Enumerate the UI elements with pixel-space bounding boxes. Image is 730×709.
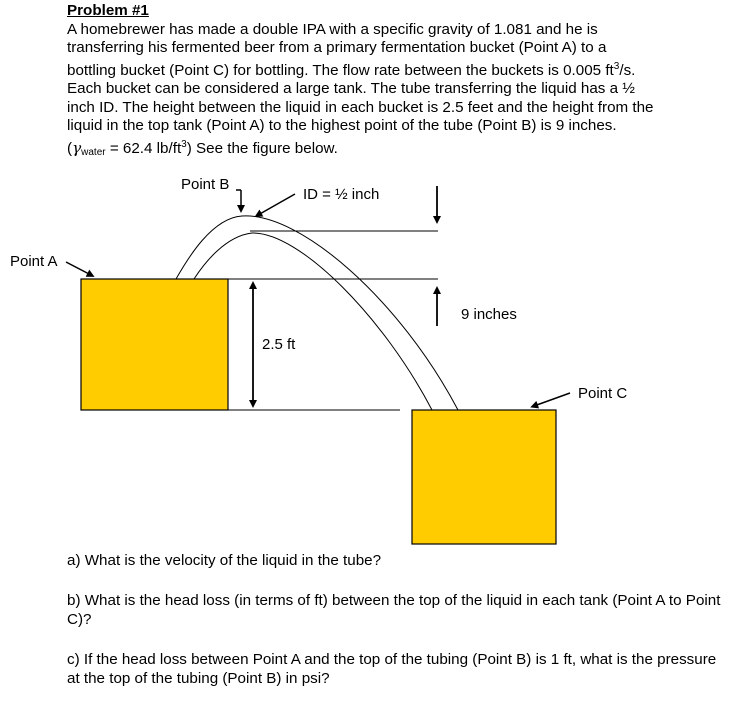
id-pointer [258, 194, 295, 215]
point-b-label: Point B [181, 176, 230, 193]
problem-line-3-text: bottling bucket (Point C) for bottling. The flow rate between the buckets is 0.005 ft [67, 61, 614, 79]
problem-line-5: inch ID. The height between the liquid in each bucket is 2.5 feet and the height from the [67, 98, 654, 116]
flow-unit-exponent: 3 [613, 60, 620, 72]
problem-title: Problem #1 [67, 2, 149, 19]
problem-line-4: Each bucket can be considered a large tank. The tube transferring the liquid has a ½ [67, 80, 635, 97]
tank-c [412, 410, 556, 544]
tube-inner-wall [194, 233, 432, 410]
gamma-value: = 62.4 lb/ft [105, 139, 182, 157]
point-c-label: Point C [578, 385, 628, 402]
problem-line-6: liquid in the top tank (Point A) to the highest point of the tube (Point B) is 9 inches. [67, 117, 617, 134]
flow-unit-tail: /s. [619, 61, 636, 79]
tank-a [81, 279, 228, 410]
gamma-open: ( [67, 139, 73, 157]
gamma-symbol: γ [72, 138, 82, 157]
question-a: a) What is the velocity of the liquid in the tube? [67, 552, 382, 569]
gamma-exponent: 3 [181, 138, 187, 150]
nine-inches-label: 9 inches [461, 306, 517, 323]
point-a-pointer [66, 262, 91, 275]
point-c-pointer [534, 393, 570, 406]
tube-id-label: ID = ½ inch [303, 186, 380, 203]
question-c: c) If the head loss between Point A and the top of the tubing (Point B) is 1 ft, what is the pressure at the top of the tubing (Point B) in psi? [67, 651, 717, 687]
two-five-ft-label: 2.5 ft [262, 336, 296, 353]
problem-line-2: transferring his fermented beer from a primary fermentation bucket (Point A) to a [67, 39, 607, 56]
gamma-tail: ) See the figure below. [186, 139, 338, 157]
point-a-label: Point A [10, 253, 58, 270]
question-b: b) What is the head loss (in terms of ft) between the top of the liquid in each tank (Point A to Point C)? [67, 592, 721, 628]
gamma-subscript: water [81, 146, 106, 158]
problem-line-1: A homebrewer has made a double IPA with a specific gravity of 1.081 and he is [67, 20, 598, 38]
